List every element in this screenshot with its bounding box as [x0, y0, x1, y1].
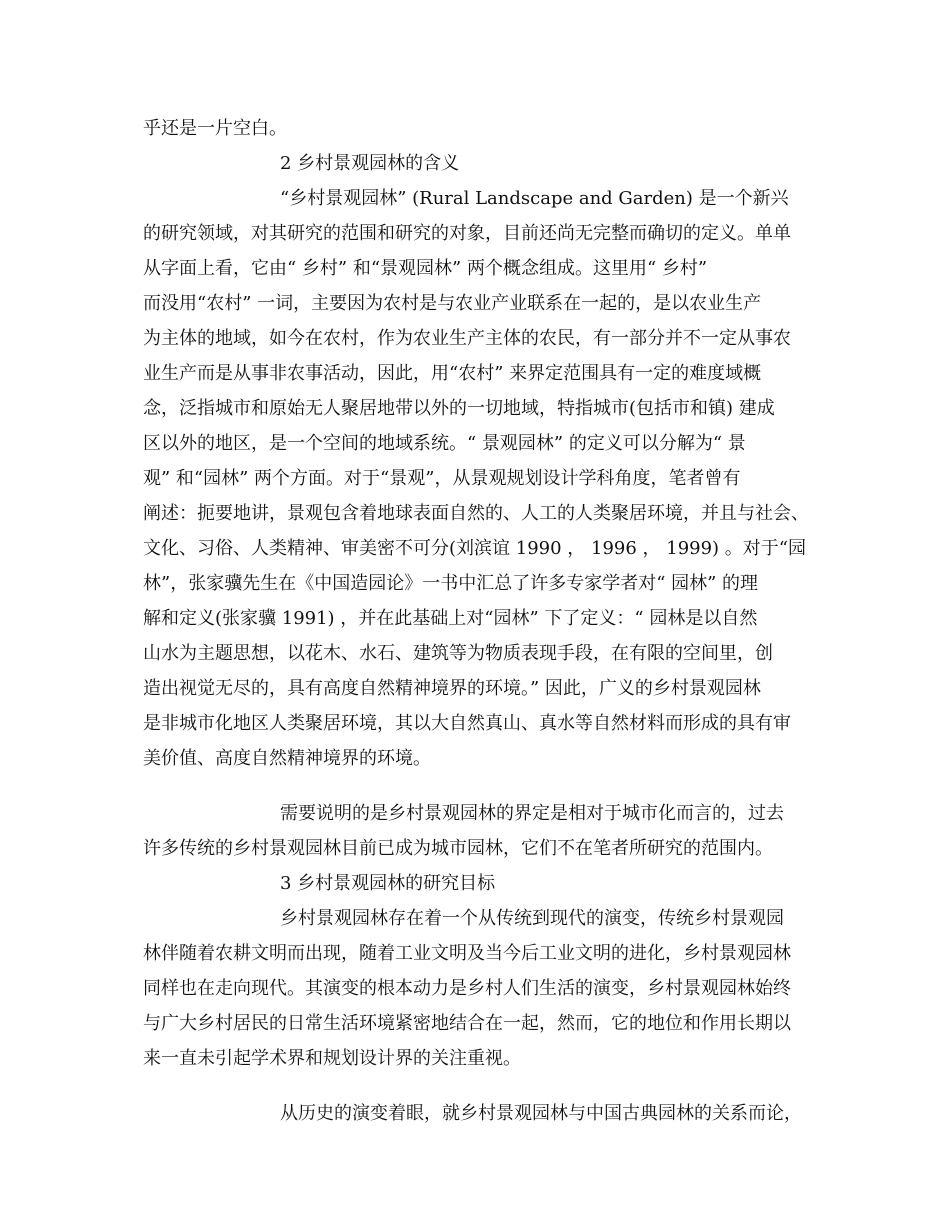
- paragraph-line: 同样也在走向现代。其演变的根本动力是乡村人们生活的演变，乡村景观园林始终: [143, 978, 791, 999]
- paragraph-line: 业生产而是从事非农事活动，因此，用“农村” 来界定范围具有一定的难度域概: [143, 363, 762, 384]
- paragraph-line: 文化、习俗、人类精神、审美密不可分(刘滨谊 1990 ， 1996 ， 1999) 。对于“园: [143, 538, 807, 559]
- paragraph-line: 解和定义(张家骥 1991) ，并在此基础上对“园林” 下了定义：“ 园林是以自然: [143, 608, 758, 629]
- paragraph-line: 为主体的地域，如今在农村，作为农业生产主体的农民，有一部分并不一定从事农: [143, 328, 791, 349]
- paragraph-line: 与广大乡村居民的日常生活环境紧密地结合在一起，然而，它的地位和作用长期以: [143, 1013, 791, 1034]
- paragraph-line: 区以外的地区，是一个空间的地域系统。“ 景观园林” 的定义可以分解为“ 景: [143, 433, 746, 454]
- paragraph-line: “乡村景观园林” (Rural Landscape and Garden) 是一个新兴: [280, 188, 789, 209]
- paragraph-line: 许多传统的乡村景观园林目前已成为城市园林，它们不在笔者所研究的范围内。: [143, 838, 773, 859]
- paragraph-line: 来一直未引起学术界和规划设计界的关注重视。: [143, 1048, 521, 1069]
- text-line: 乎还是一片空白。: [143, 118, 287, 139]
- paragraph-line: 从字面上看，它由“ 乡村” 和“景观园林” 两个概念组成。这里用“ 乡村”: [143, 258, 708, 279]
- paragraph-line: 阐述：扼要地讲，景观包含着地球表面自然的、人工的人类聚居环境，并且与社会、: [143, 503, 809, 524]
- paragraph-line: 造出视觉无尽的，具有高度自然精神境界的环境。” 因此，广义的乡村景观园林: [143, 678, 761, 699]
- paragraph-line: 乡村景观园林存在着一个从传统到现代的演变，传统乡村景观园: [280, 908, 784, 929]
- paragraph-line: 念，泛指城市和原始无人聚居地带以外的一切地域，特指城市(包括市和镇) 建成: [143, 398, 775, 419]
- paragraph-line: 林”，张家骥先生在《中国造园论》一书中汇总了许多专家学者对“ 园林” 的理: [143, 573, 759, 594]
- paragraph-line: 山水为主题思想，以花木、水石、建筑等为物质表现手段，在有限的空间里，创: [143, 643, 773, 664]
- paragraph-line: 美价值、高度自然精神境界的环境。: [143, 748, 431, 769]
- paragraph-line: 需要说明的是乡村景观园林的界定是相对于城市化而言的，过去: [280, 803, 784, 824]
- paragraph-line: 的研究领域，对其研究的范围和研究的对象，目前还尚无完整而确切的定义。单单: [143, 223, 791, 244]
- section-heading: 3 乡村景观园林的研究目标: [280, 873, 496, 894]
- paragraph-line: 是非城市化地区人类聚居环境，其以大自然真山、真水等自然材料而形成的具有审: [143, 713, 791, 734]
- section-heading: 2 乡村景观园林的含义: [280, 153, 460, 174]
- paragraph-line: 林伴随着农耕文明而出现，随着工业文明及当今后工业文明的进化，乡村景观园林: [143, 943, 791, 964]
- paragraph-line: 而没用“农村” 一词，主要因为农村是与农业产业联系在一起的，是以农业生产: [143, 293, 762, 314]
- paragraph-line: 观” 和“园林” 两个方面。对于“景观”，从景观规划设计学科角度，笔者曾有: [143, 468, 741, 489]
- paragraph-line: 从历史的演变着眼，就乡村景观园林与中国古典园林的关系而论，: [280, 1103, 802, 1124]
